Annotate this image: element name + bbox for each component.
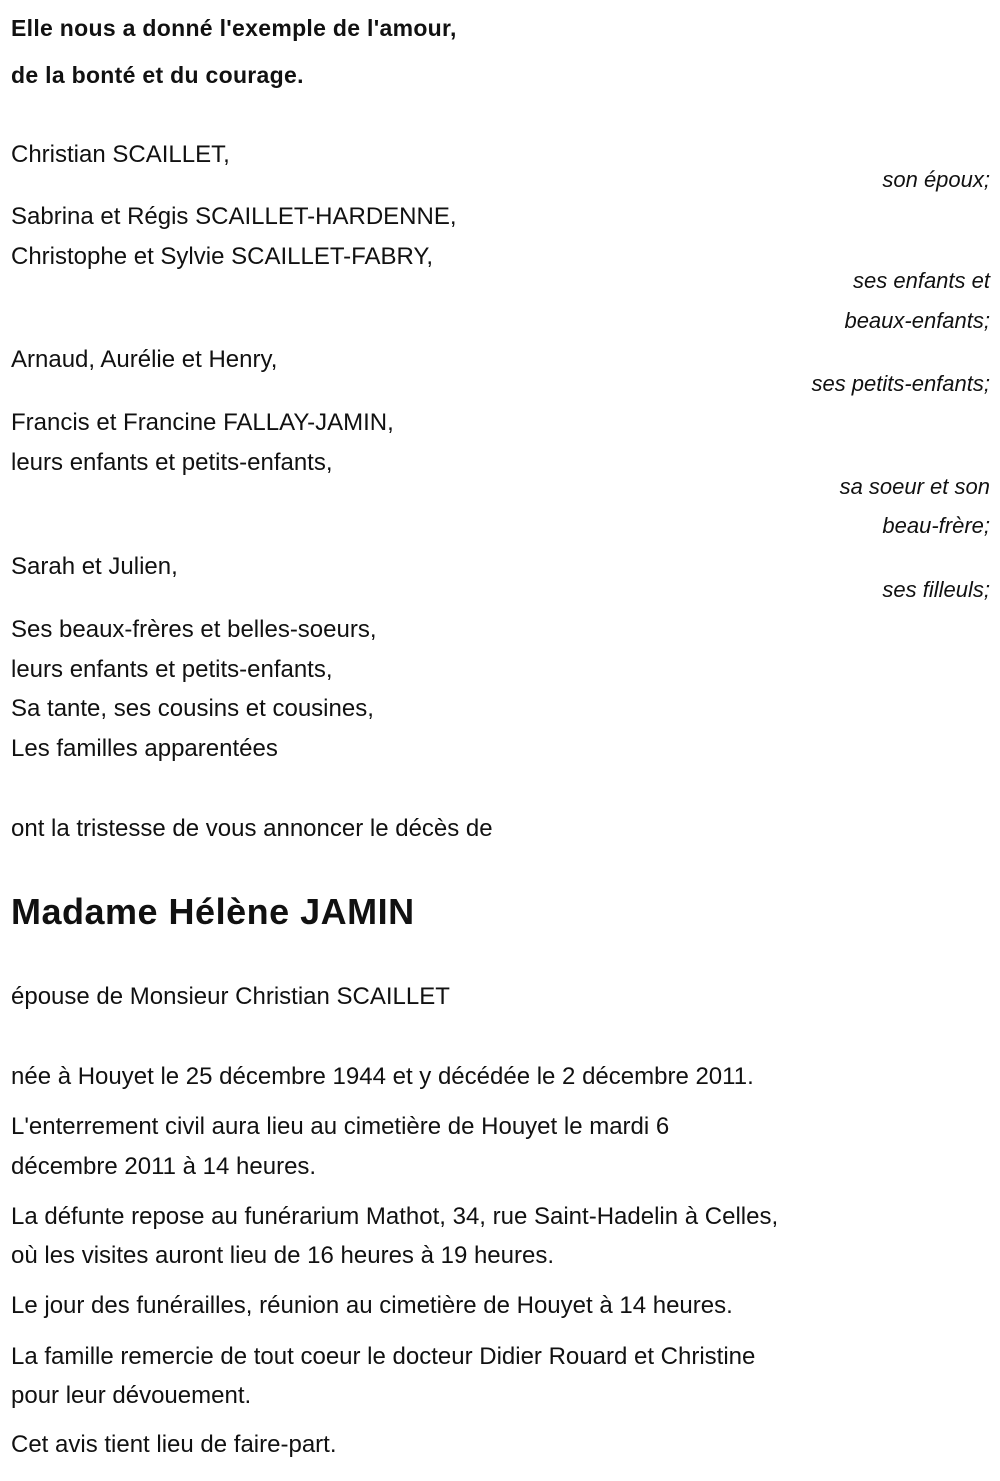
detail-line: née à Houyet le 25 décembre 1944 et y décédée le 2 décembre 2011. bbox=[11, 1063, 754, 1090]
detail-line: pour leur dévouement. bbox=[11, 1382, 252, 1409]
detail-line: décembre 2011 à 14 heures. bbox=[11, 1153, 317, 1180]
other-family-line: leurs enfants et petits-enfants, bbox=[11, 656, 333, 683]
other-family-line: Ses beaux-frères et belles-soeurs, bbox=[11, 616, 377, 643]
siblings-name: Francis et Francine FALLAY-JAMIN, bbox=[11, 409, 394, 436]
detail-line: Le jour des funérailles, réunion au cimetière de Houyet à 14 heures. bbox=[11, 1292, 733, 1319]
children-role: beaux-enfants; bbox=[844, 308, 990, 333]
detail-line: La défunte repose au funérarium Mathot, 34, rue Saint-Hadelin à Celles, bbox=[11, 1203, 779, 1230]
children-role: ses enfants et bbox=[853, 268, 990, 293]
detail-line: où les visites auront lieu de 16 heures à 19 heures. bbox=[11, 1242, 555, 1269]
children-name: Sabrina et Régis SCAILLET-HARDENNE, bbox=[11, 203, 457, 230]
spouse-name: Christian SCAILLET, bbox=[11, 141, 230, 168]
spouse-line: épouse de Monsieur Christian SCAILLET bbox=[11, 983, 450, 1010]
detail-line: La famille remercie de tout coeur le docteur Didier Rouard et Christine bbox=[11, 1343, 756, 1370]
other-family-line: Les familles apparentées bbox=[11, 735, 278, 762]
siblings-role: beau-frère; bbox=[882, 513, 990, 538]
spouse-role: son époux; bbox=[882, 167, 990, 192]
children-name: Christophe et Sylvie SCAILLET-FABRY, bbox=[11, 243, 433, 270]
deceased-name: Madame Hélène JAMIN bbox=[11, 891, 415, 932]
other-family-line: Sa tante, ses cousins et cousines, bbox=[11, 695, 374, 722]
epigraph-line: de la bonté et du courage. bbox=[11, 62, 304, 88]
detail-line: Cet avis tient lieu de faire-part. bbox=[11, 1431, 337, 1458]
siblings-role: sa soeur et son bbox=[839, 474, 990, 499]
grandchildren-names: Arnaud, Aurélie et Henry, bbox=[11, 346, 278, 373]
announcement: ont la tristesse de vous annoncer le décès de bbox=[11, 815, 493, 842]
grandchildren-role: ses petits-enfants; bbox=[811, 371, 990, 396]
detail-line: L'enterrement civil aura lieu au cimetière de Houyet le mardi 6 bbox=[11, 1113, 670, 1140]
epigraph-line: Elle nous a donné l'exemple de l'amour, bbox=[11, 15, 457, 41]
siblings-name: leurs enfants et petits-enfants, bbox=[11, 449, 333, 476]
godchildren-names: Sarah et Julien, bbox=[11, 553, 178, 580]
godchildren-role: ses filleuls; bbox=[882, 577, 990, 602]
